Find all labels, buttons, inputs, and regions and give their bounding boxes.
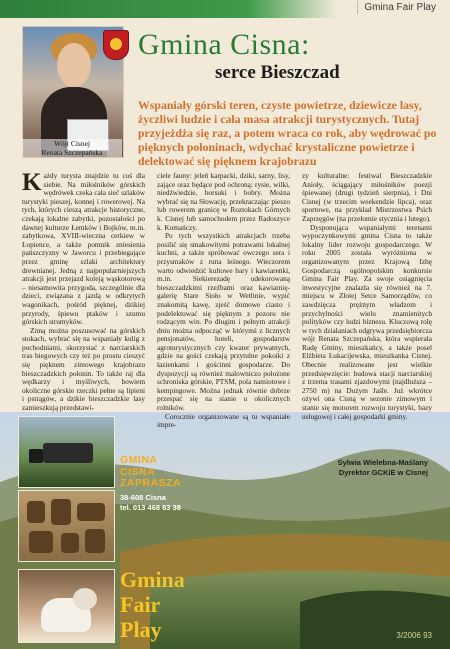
- col2-paragraph-1: ciele fauny: jeleń karpacki, dziki, sarny, lisy, zające oraz będące pod ochroną: rysie, wilki, niedźwiedzie, borsuki i bobry. Można wybrać się na Słowację, przekraczając pieszo lub rowerem granicę w Roztokach Górnych k. Cisnej lub samochodem przez Radoszyce k. Komańczy.: [157, 171, 290, 232]
- photo-caption: [22, 139, 122, 157]
- invitation-line-2: CISNA: [120, 465, 156, 478]
- page-title: Gmina Cisna:: [138, 28, 310, 61]
- train-icon: [43, 443, 93, 463]
- craft-item: [85, 529, 105, 553]
- caption-name: Renata Szczepańska: [41, 148, 103, 157]
- page-subtitle: serce Bieszczad: [215, 62, 340, 83]
- badge-line-2: Fair: [120, 592, 161, 617]
- contact-address: [120, 493, 181, 512]
- column-2: [157, 172, 290, 430]
- railway-photo: [18, 416, 115, 488]
- photo-face: [57, 43, 91, 87]
- col1-paragraph-1: ażdy turysta znajdzie tu coś dla siebie. Na miłośników górskich wędrówek czeka cała sieć szlaków turystyki pieszej, konnej i rowerowej. Na tych, których cieszą atrakcje historyczne, czekają lokalne zabytki, pozostałości po dawnej kulturze Łemków i Bojków, m.in. zabytkowa, XVIII-wieczna cerkiew w Łopience, a także pomnik zniesienia pańszczyzny w Jaworcu i przebiegające przez gminę szlaki architektury drewnianej. Jedną z najpopularniejszych atrakcji jest przejazd koleją wąskotorową – niesamowita przygoda, szczególnie dla dzieci, związana z jazdą w odkrytych wagonikach, pośród pięknej, dzikiej przyrody, śpiewu ptaków i szumu górskich strumyków.: [22, 171, 145, 327]
- lead-paragraph: Wspaniały górski teren, czyste powietrze, dziewicze lasy, życzliwi ludzie i cała masa atrakcji turystycznych. Tutaj przyjeżdża się raz, a potem wraca co rok, aby wędrować po pięknych połoninach, wdychać krystaliczne powietrze i delektować się pięknem krajobrazu: [138, 98, 437, 168]
- coat-of-arms-icon: [103, 30, 129, 60]
- craft-item: [77, 503, 105, 521]
- column-1: [22, 169, 145, 413]
- signature-name: Sylwia Wielebna-Maślany: [337, 458, 428, 467]
- col3-paragraph-2: Dysponująca wspaniałymi terenami wypoczynkowymi gmina Cisna to także lokalny lider rozwoju gospodarczego. W roku 2005 została wyróżniona w organizowanym przez Krajową Izbę Gospodarczą ogólnopolskim konkursie Gmina Fair Play. Za swoje osiągnięcia inwestycyjne znalazła się również na 7. miejscu w Złotej Setce Samorządów, co zawdzięcza prężnym władzom i przychylności wielu znamienitych polityków czy ludzi biznesu. Kluczową rolę w tych działaniach odgrywa przedsiębiorcza wójt Renata Szczepańska, która wspierała Radę Gminy, mieszkańcy, a także posel Elżbieta Łukacijewska, mieszkanka Cisnej. Obecnie realizowane jest wielkie przedsięwzięcie: budowa stacji narciarskiej z trzema trasami zjazdowymi (najdłuższa – 2750 m) na Dużym Jaśle. Już wkrótce ożywi ona Cisną w sezonie zimowym i stanie się motorem rozwoju turystyki, bazy usługowej i całej gospodarki gminy.: [302, 222, 432, 421]
- badge-line-1: Gmina: [120, 567, 185, 592]
- col1-paragraph-2: Zimą można poszusować na górskich stokach, wybrać się na wspaniały kulig z pochodniami, skorzystać z narciarskich tras biegowych czy też po prostu cieszyć się pięknem zimowego krajobrazu bieszczadzkich połonin. To także raj dla wędkarzy i myśliwych, bowiem okoliczne górskie rzeczki pełne są lipieni i pstrągów, a dzikie bieszczadzkie lasy zamieszkują przedstawi-: [22, 325, 145, 413]
- sled-dogs-photo: [18, 569, 115, 643]
- signature-role: Dyrektor GCKiE w Cisnej: [338, 467, 428, 477]
- craft-item: [61, 533, 79, 553]
- craft-item: [29, 531, 53, 553]
- col3-paragraph-1: zy kulturalne: festiwal Bieszczadzkie Anioły, ściągający miłośników poezji śpiewanej (drugi tydzień sierpnia), i Dni Cisnej (w trzecim weekendzie lipca), oraz sportowe, na przykład Mistrzostwa Psich Zaprzęgów (na przełomie stycznia i lutego).: [302, 171, 432, 223]
- address-line: 38-608 Cisna: [120, 493, 166, 502]
- page-number: 3/2006 93: [396, 631, 432, 640]
- column-3: [302, 172, 432, 421]
- craft-item: [27, 501, 45, 523]
- dog-head-icon: [73, 588, 97, 610]
- drop-cap: K: [22, 169, 42, 196]
- col2-paragraph-3: Corocznie organizowane są tu wspaniałe impre-: [157, 411, 290, 430]
- phone-line: tel. 013 468 63 38: [120, 502, 181, 512]
- caption-title: Wójt Cisnej: [53, 139, 91, 148]
- signature: [302, 458, 428, 477]
- invitation-heading: [120, 455, 181, 490]
- col2-paragraph-2: Po tych wszystkich atrakcjach trzeba posilić się smakowitymi potrawami lokalnej kuchni, a także spróbować owczego sera i przysmaków z runa leśnego. Wieczorem warto odwiedzić kultowe bary i kawiarenki, m.in. Siekierezadę udekorowaną bieszczadzkimi rzeźbami oraz kawiarnię-galerię Stare Sioło w Wetlinie, wypić znakomitą kawę, zjeść domowe ciasto i podelektować się pięknym z pozoru nie rodzącym win. Po długim i pełnym atrakcji dniu można odpocząć w którymś z licznych pensjonatów, hoteli, gospodarstw agroturystycznych czy kwater prywatnych, gdzie na gości czekają przytulne pokoiki z łazienkami i gościnni gospodarze. Do dyspozycji są również malowniczo położone schroniska górskie, PTSM, pola namiotowe i kempingowe. Można jednak równie dobrze przespać się na sianie u okolicznych rolników.: [157, 231, 290, 413]
- invitation-line-1: GMINA: [120, 454, 158, 466]
- fair-play-badge: [120, 567, 185, 642]
- section-tag: Gmina Fair Play: [357, 1, 442, 14]
- badge-line-3: Play: [120, 617, 162, 642]
- crafts-photo: [18, 490, 115, 562]
- invitation-line-3: ZAPRASZA: [120, 477, 182, 489]
- craft-item: [51, 499, 71, 525]
